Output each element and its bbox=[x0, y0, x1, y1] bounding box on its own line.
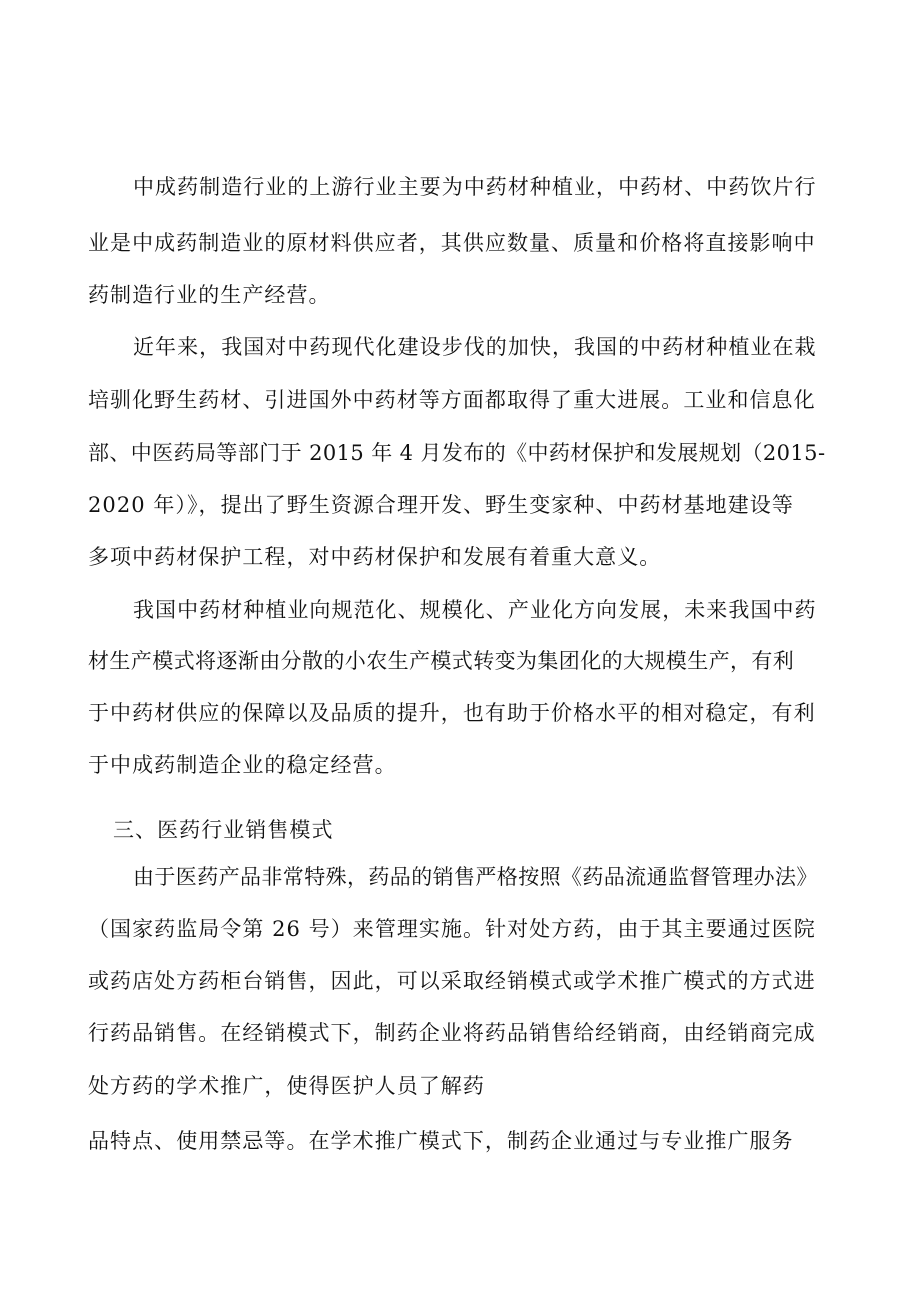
paragraph-1-line-3: 药制造行业的生产经营。 bbox=[88, 283, 331, 307]
paragraph-2-line-5: 多项中药材保护工程，对中药材保护和发展有着重大意义。 bbox=[88, 545, 662, 569]
paragraph-1-line-2: 业是中成药制造业的原材料供应者，其供应数量、质量和价格将直接影响中 bbox=[88, 231, 816, 255]
sales-paragraph-line-5: 处方药的学术推广，使得医护人员了解药 bbox=[88, 1074, 485, 1098]
paragraph-3-line-1: 我国中药材种植业向规范化、规模化、产业化方向发展，未来我国中药 bbox=[133, 598, 817, 622]
sales-paragraph-line-4: 行药品销售。在经销模式下，制药企业将药品销售给经销商，由经销商完成 bbox=[88, 1021, 816, 1045]
paragraph-1-line-1: 中成药制造行业的上游行业主要为中药材种植业，中药材、中药饮片行 bbox=[133, 175, 817, 199]
paragraph-2-line-4: 2020 年）》，提出了野生资源合理开发、野生变家种、中药材基地建设等 bbox=[88, 493, 794, 517]
sales-paragraph-line-2: （国家药监局令第 26 号）来管理实施。针对处方药，由于其主要通过医院 bbox=[88, 917, 816, 941]
paragraph-2-line-1: 近年来，我国对中药现代化建设步伐的加快，我国的中药材种植业在栽 bbox=[133, 335, 817, 359]
paragraph-3-line-3: 于中药材供应的保障以及品质的提升，也有助于价格水平的相对稳定，有利 bbox=[88, 701, 816, 725]
sales-paragraph-line-6: 品特点、使用禁忌等。在学术推广模式下，制药企业通过与专业推广服务 bbox=[88, 1129, 794, 1153]
paragraph-2-line-3: 部、中医药局等部门于 2015 年 4 月发布的《中药材保护和发展规划（2015- bbox=[88, 441, 826, 465]
sales-paragraph-line-3: 或药店处方药柜台销售，因此，可以采取经销模式或学术推广模式的方式进 bbox=[88, 969, 816, 993]
paragraph-2-line-2: 培驯化野生药材、引进国外中药材等方面都取得了重大进展。工业和信息化 bbox=[88, 388, 816, 412]
paragraph-3-line-4: 于中成药制造企业的稳定经营。 bbox=[88, 753, 397, 777]
section-heading: 三、医药行业销售模式 bbox=[113, 818, 334, 842]
paragraph-3-line-2: 材生产模式将逐渐由分散的小农生产模式转变为集团化的大规模生产，有利 bbox=[88, 649, 795, 673]
sales-paragraph-line-1: 由于医药产品非常特殊，药品的销售严格按照《药品流通监督管理办法》 bbox=[133, 865, 818, 889]
